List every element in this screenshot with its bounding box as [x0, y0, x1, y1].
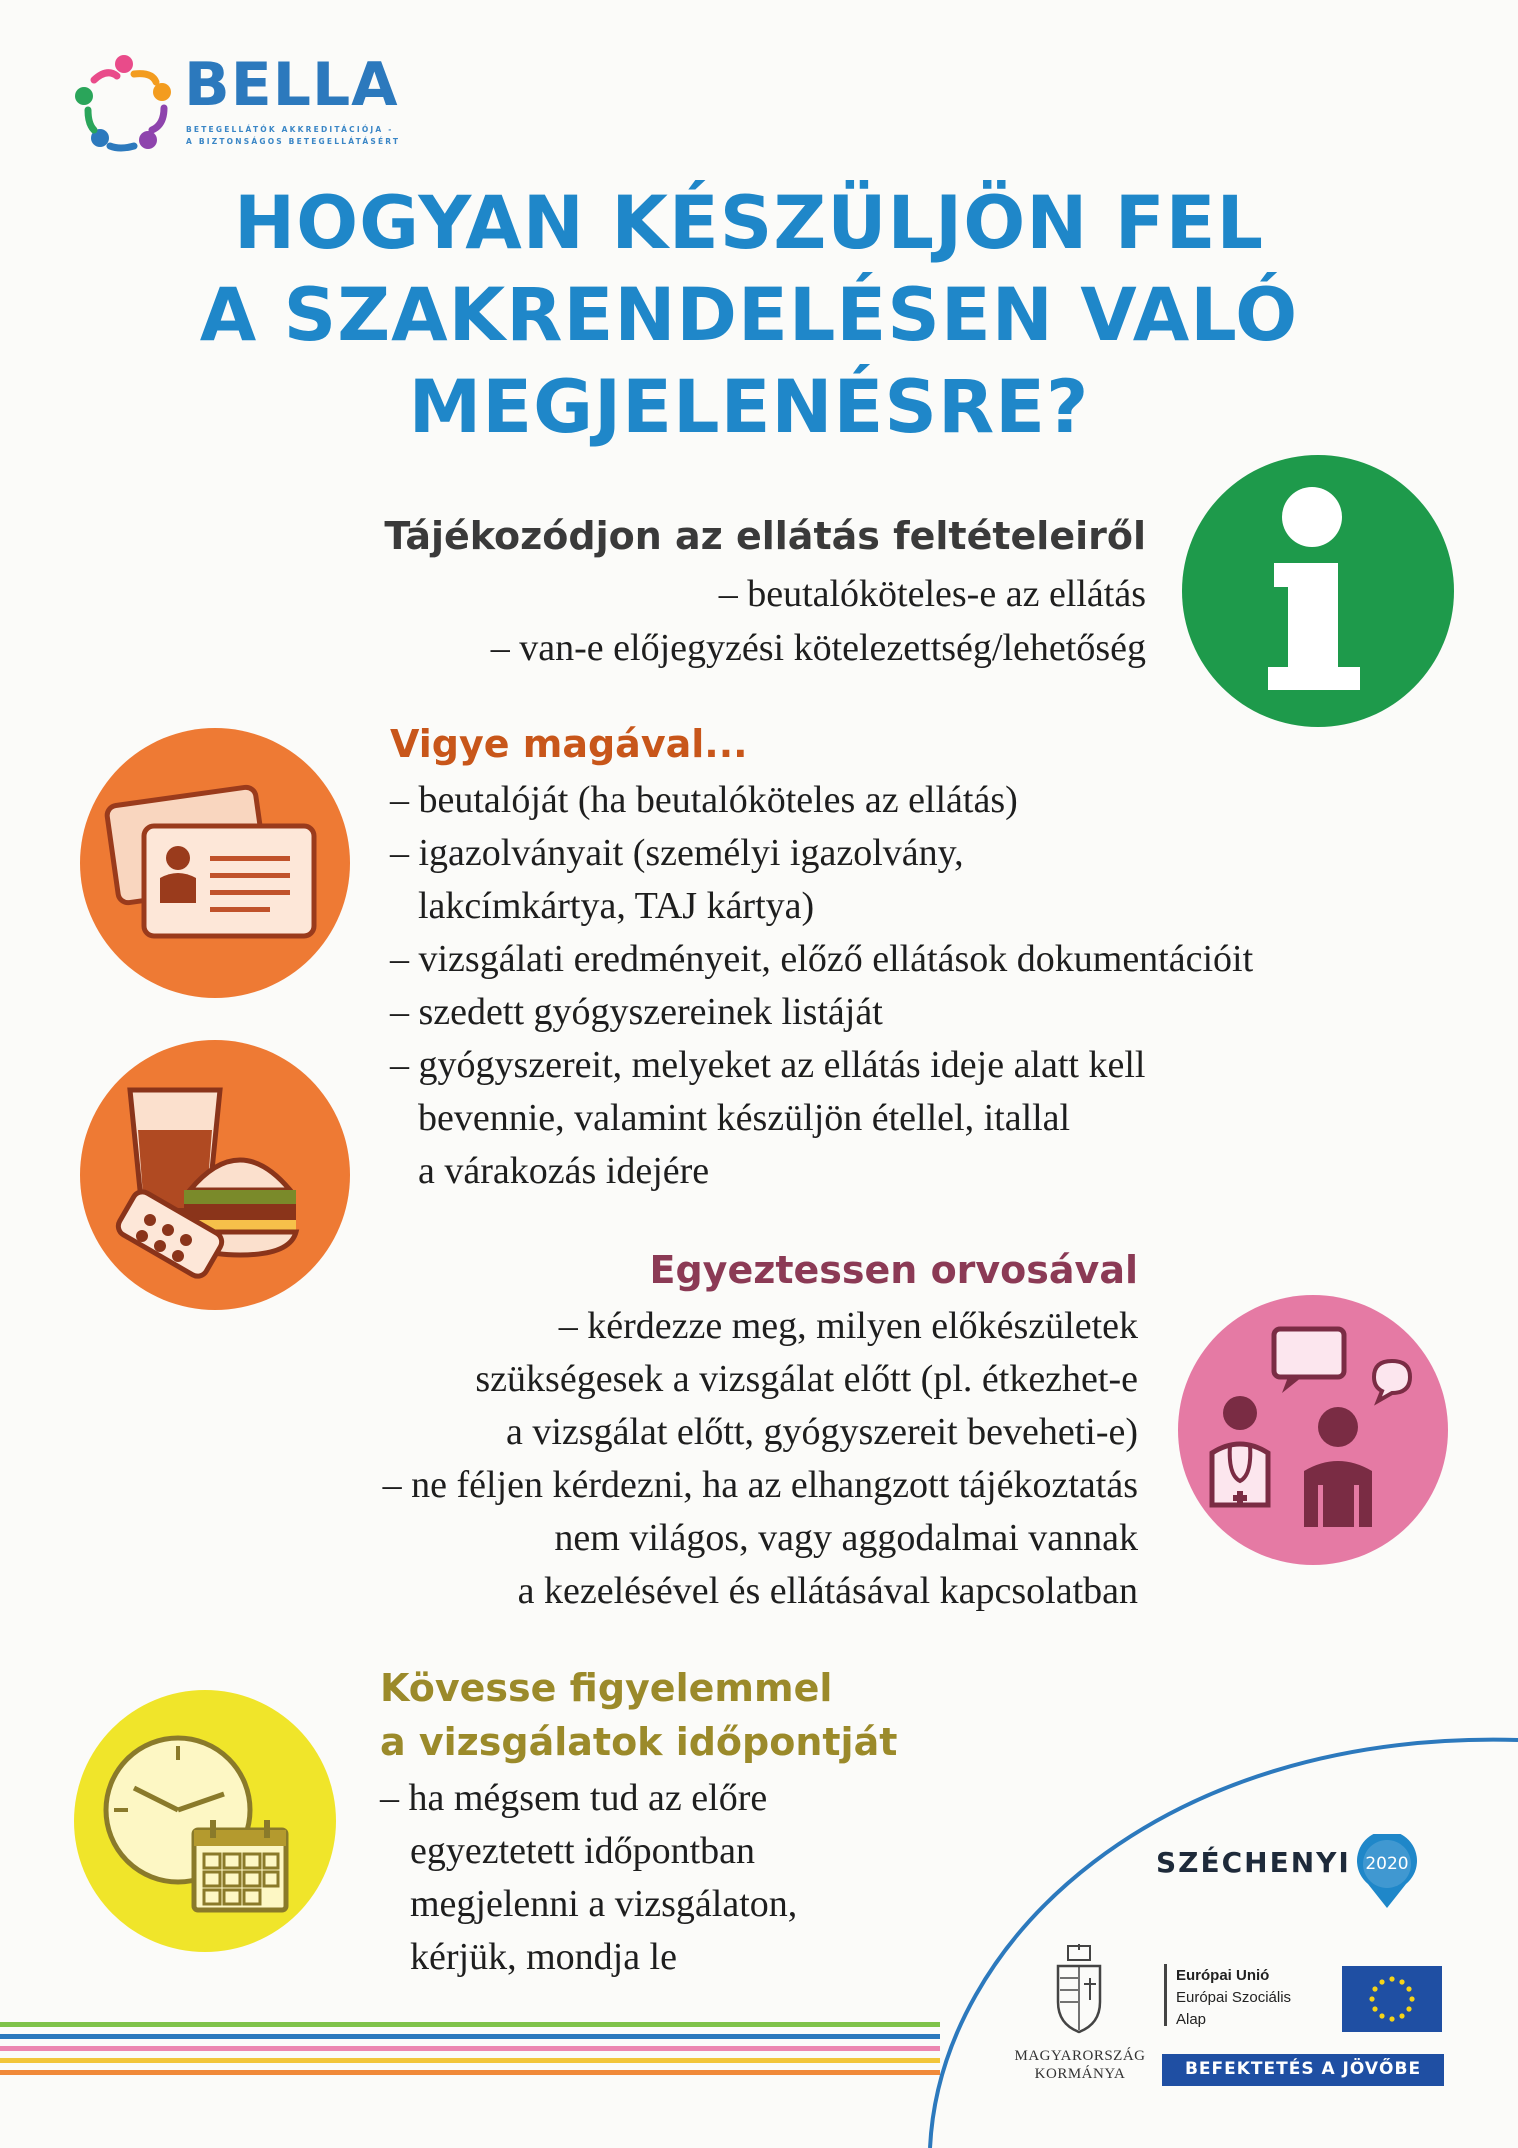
bring-line-1: – beutalóját (ha beutalóköteles az ellátás): [390, 779, 1018, 821]
doctor-heading: Egyeztessen orvosával: [649, 1248, 1138, 1292]
bring-line-2: – igazolványait (személyi igazolvány,: [390, 832, 964, 874]
schedule-line-3: megjelenni a vizsgálaton,: [410, 1883, 798, 1925]
eu-flag-icon: [1342, 1966, 1442, 2032]
schedule-heading-2: a vizsgálatok időpontját: [380, 1720, 898, 1764]
info-line-1: – beutalóköteles-e az ellátás: [718, 573, 1146, 615]
bring-line-3: lakcímkártya, TAJ kártya): [418, 885, 815, 927]
bring-line-7: bevennie, valamint készüljön étellel, itallal: [418, 1097, 1071, 1139]
bring-heading: Vigye magával...: [390, 722, 748, 766]
title-line-2: A SZAKRENDELÉSEN VALÓ: [199, 273, 1299, 358]
info-line-2: – van-e előjegyzési kötelezettség/lehetőség: [490, 627, 1146, 669]
government-line-1: MAGYARORSZÁG: [1014, 2048, 1146, 2064]
szechenyi-label: SZÉCHENYI: [1156, 1846, 1351, 1879]
bring-line-8: a várakozás idejére: [418, 1150, 710, 1192]
szechenyi-logo: [1156, 1836, 1496, 1916]
doctor-line-1: – kérdezze meg, milyen előkészületek: [558, 1305, 1138, 1347]
coat-of-arms-icon: [1050, 1944, 1108, 2034]
doctor-line-2: szükségesek a vizsgálat előtt (pl. étkezhet-e: [475, 1358, 1138, 1400]
title-line-3: MEGJELENÉSRE?: [408, 365, 1090, 450]
eu-line-1: Európai Unió: [1176, 1967, 1270, 1984]
bella-logo-name: BELLA: [184, 50, 399, 120]
schedule-line-1: – ha mégsem tud az előre: [380, 1777, 768, 1819]
bring-line-6: – gyógyszereit, melyeket az ellátás ideje alatt kell: [390, 1044, 1146, 1086]
bring-line-5: – szedett gyógyszereinek listáját: [390, 991, 883, 1033]
schedule-line-2: egyeztetett időpontban: [410, 1830, 756, 1872]
doctor-line-4: – ne féljen kérdezni, ha az elhangzott tájékoztatás: [382, 1464, 1138, 1506]
government-line-2: KORMÁNYA: [1034, 2066, 1126, 2082]
doctor-line-5: nem világos, vagy aggodalmai vannak: [554, 1517, 1138, 1559]
eu-line-2: Európai Szociális: [1176, 1989, 1292, 2006]
eu-logo: [1164, 1956, 1448, 2036]
schedule-heading-1: Kövesse figyelemmel: [380, 1666, 833, 1710]
slogan-banner: [1162, 2054, 1444, 2086]
bring-line-4: – vizsgálati eredményeit, előző ellátások dokumentációit: [390, 938, 1254, 980]
doctor-line-3: a vizsgálat előtt, gyógyszereit beveheti-e): [505, 1411, 1138, 1453]
info-heading: Tájékozódjon az ellátás feltételeiről: [384, 514, 1146, 558]
bella-logo-tagline-2: A BIZTONSÁGOS BETEGELLÁTÁSÉRT: [186, 137, 401, 146]
szechenyi-year: 2020: [1365, 1854, 1409, 1874]
bella-logo-tagline-1: BETEGELLÁTÓK AKKREDITÁCIÓJA -: [186, 125, 394, 134]
eu-line-3: Alap: [1176, 2011, 1207, 2028]
slogan-text: BEFEKTETÉS A JÖVŐBE: [1184, 2059, 1422, 2079]
government-logo: [1000, 1944, 1160, 2094]
doctor-line-6: a kezelésével és ellátásával kapcsolatban: [517, 1570, 1138, 1612]
szechenyi-pin-icon: [1354, 1834, 1420, 1910]
schedule-line-4: kérjük, mondja le: [410, 1936, 677, 1978]
title-line-1: HOGYAN KÉSZÜLJÖN FEL: [233, 181, 1265, 266]
